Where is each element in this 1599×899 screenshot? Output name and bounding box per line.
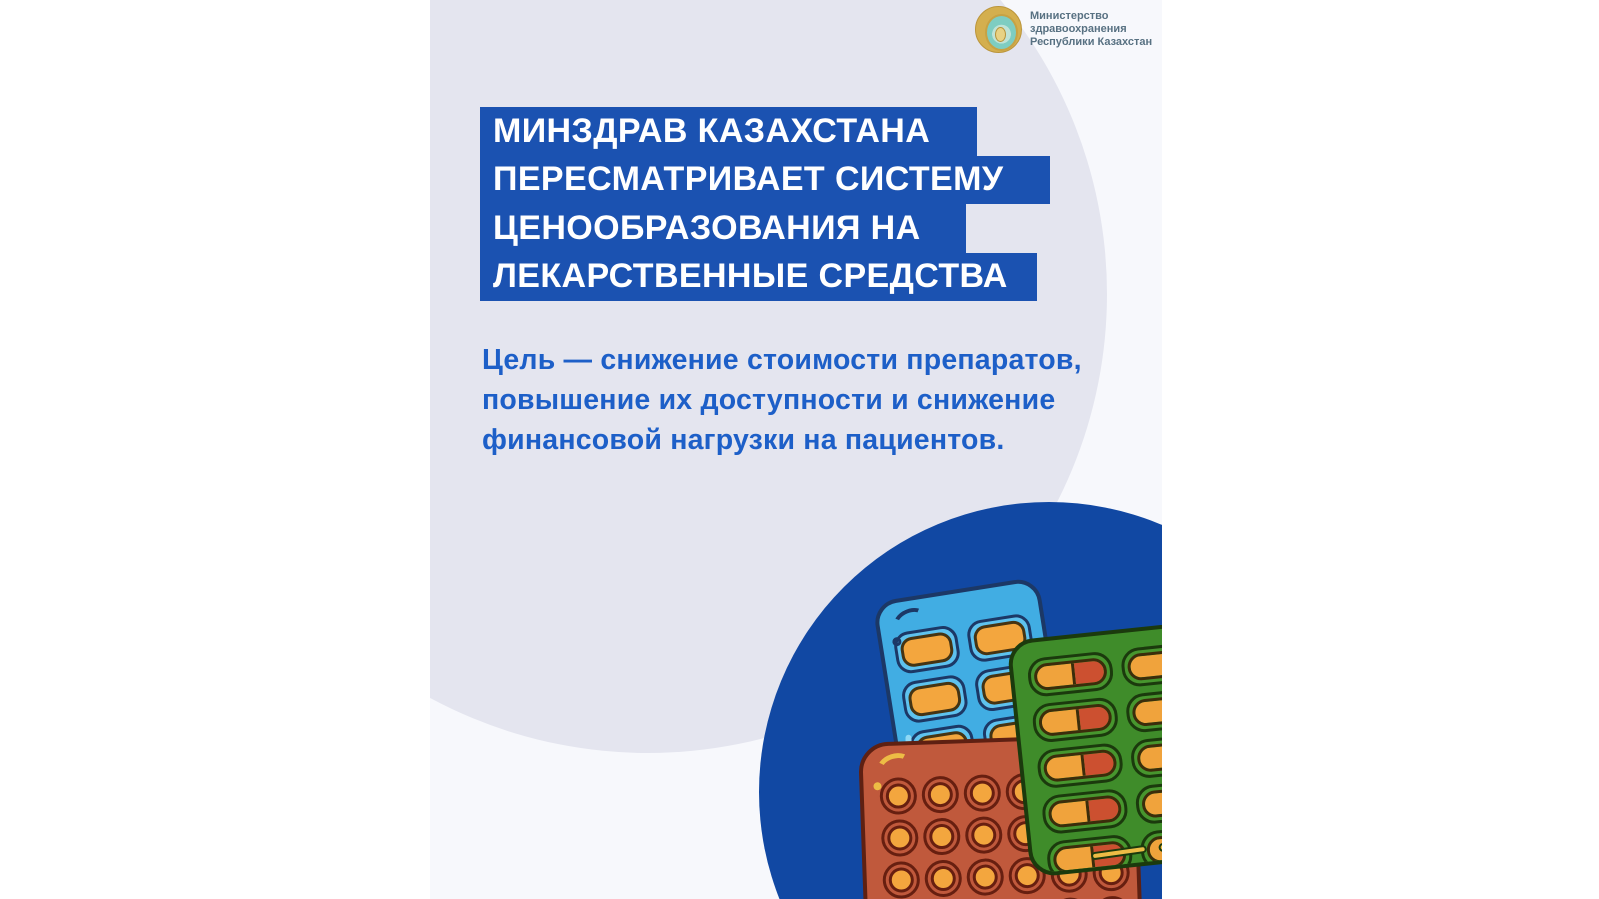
- headline-text: МИНЗДРАВ КАЗАХСТАНА: [493, 111, 931, 150]
- capsule-icon: [1038, 703, 1113, 737]
- pill-pocket: [923, 817, 961, 855]
- pill-icon: [969, 780, 995, 806]
- headline-line: [480, 204, 966, 253]
- pill-icon: [971, 822, 997, 848]
- pill-icon: [899, 631, 955, 669]
- pill-pocket: [1124, 686, 1162, 734]
- pill-pocket: [881, 819, 919, 857]
- pill-pocket: [921, 775, 959, 813]
- pill-pocket: [1129, 732, 1162, 780]
- subtitle-line: финансовой нагрузки на пациентов.: [482, 424, 1005, 456]
- headline-line: [480, 107, 977, 156]
- capsule-icon: [1131, 693, 1162, 727]
- infographic-card: [430, 0, 1162, 899]
- pill-pocket: [1031, 696, 1119, 744]
- pill-pocket: [1134, 778, 1162, 826]
- pill-icon: [907, 680, 963, 718]
- ministry-logo-text: [1030, 10, 1152, 49]
- capsule-icon: [1126, 647, 1162, 681]
- pill-icon: [888, 867, 914, 893]
- headline-line: [480, 156, 1050, 205]
- subtitle-text: [482, 340, 1082, 460]
- pill-icon: [972, 864, 998, 890]
- headline-text: ЦЕНООБРАЗОВАНИЯ НА: [493, 208, 921, 247]
- capsule-icon: [1033, 657, 1108, 691]
- pill-icon: [929, 824, 955, 850]
- pill-pocket: [1119, 641, 1162, 689]
- pill-pocket: [965, 816, 1003, 854]
- ministry-logo: [975, 6, 1152, 53]
- pill-pocket: [1093, 896, 1131, 899]
- pill-pocket: [879, 777, 917, 815]
- pill-pocket: [900, 673, 970, 724]
- pill-icon: [885, 783, 911, 809]
- pill-pocket: [882, 861, 920, 899]
- logo-line: Министерство: [1030, 10, 1109, 22]
- pill-pocket: [963, 774, 1001, 812]
- capsule-icon: [1140, 784, 1162, 818]
- headline-text: ЛЕКАРСТВЕННЫЕ СРЕДСТВА: [493, 257, 1008, 296]
- pill-pocket: [966, 858, 1004, 896]
- pill-pocket: [1026, 650, 1114, 698]
- pill-icon: [927, 782, 953, 808]
- logo-line: Республики Казахстан: [1030, 36, 1153, 48]
- headline-line: [480, 253, 1037, 302]
- subtitle-line: повышение их доступности и снижение: [482, 384, 1056, 416]
- capsule-icon: [1135, 739, 1162, 773]
- subtitle-line: Цель — снижение стоимости препаратов,: [482, 344, 1082, 376]
- headline: [480, 107, 1050, 301]
- pill-pocket: [924, 859, 962, 897]
- pill-pocket: [1041, 788, 1129, 836]
- pill-grid: [1026, 641, 1162, 878]
- blister-pack-green-icon: [1006, 616, 1162, 878]
- pill-icon: [930, 866, 956, 892]
- logo-line: здравоохранения: [1030, 23, 1127, 35]
- kazakhstan-emblem-icon: [975, 6, 1022, 53]
- capsule-icon: [1042, 748, 1117, 782]
- pill-icon: [887, 825, 913, 851]
- capsule-icon: [1047, 794, 1122, 828]
- headline-text: ПЕРЕСМАТРИВАЕТ СИСТЕМУ: [493, 160, 1004, 199]
- pill-pocket: [1036, 742, 1124, 790]
